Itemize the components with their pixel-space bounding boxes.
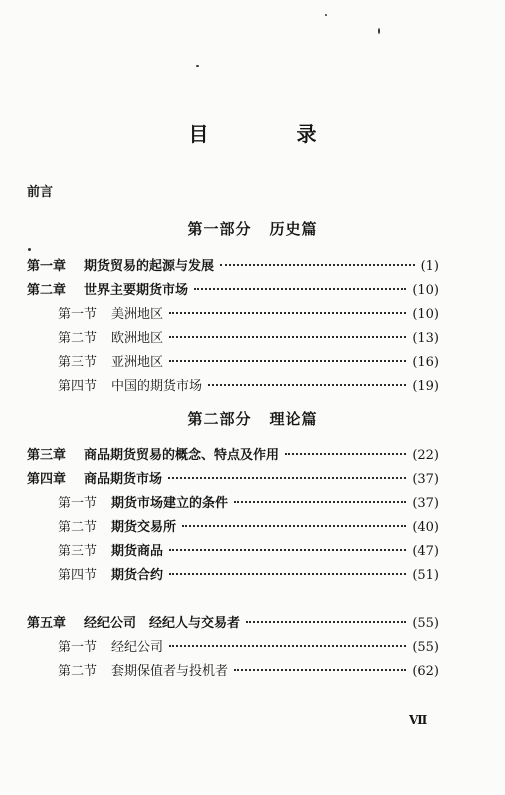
entry-page: (62): [412, 664, 439, 679]
dot-leader: [285, 453, 406, 455]
page-number: Ⅶ: [409, 713, 428, 727]
toc-chapter-entry[interactable]: [27, 279, 439, 299]
entry-title: 经纪公司: [111, 640, 164, 655]
entry-number: 第一章: [27, 259, 67, 274]
entry-title: 中国的期货市场: [111, 379, 203, 394]
dot-leader: [194, 288, 406, 290]
entry-number: 第三章: [27, 448, 67, 463]
toc-section-entry[interactable]: [58, 492, 439, 512]
entry-title: 套期保值者与投机者: [111, 664, 229, 679]
entry-page: (1): [420, 259, 439, 274]
entry-page: (55): [412, 616, 439, 631]
entry-number: 第一节: [58, 496, 98, 511]
dot-leader: [234, 669, 406, 671]
toc-chapter-entry[interactable]: [27, 444, 439, 464]
part-number: 第一部分: [187, 220, 252, 238]
toc-section-entry[interactable]: [58, 351, 439, 371]
scan-speck: [196, 65, 199, 67]
part-heading: [0, 218, 505, 239]
entry-page: (55): [412, 640, 439, 655]
dot-leader: [169, 336, 406, 338]
dot-leader: [169, 360, 406, 362]
entry-title: 期货合约: [111, 568, 164, 583]
dot-leader: [234, 501, 406, 503]
part-name: 历史篇: [269, 220, 318, 238]
toc-section-entry[interactable]: [58, 636, 439, 656]
toc-chapter-entry[interactable]: [27, 255, 439, 275]
scan-speck: [28, 248, 31, 251]
entry-title: 商品期货贸易的概念、特点及作用: [84, 448, 280, 463]
entry-number: 第五章: [27, 616, 67, 631]
dot-leader: [169, 573, 406, 575]
entry-page: (10): [412, 307, 439, 322]
entry-number: 第二章: [27, 283, 67, 298]
entry-title: 亚洲地区: [111, 355, 164, 370]
entry-title: 期货商品: [111, 544, 164, 559]
entry-number: 第二节: [58, 664, 98, 679]
entry-title: 美洲地区: [111, 307, 164, 322]
entry-number: 第三节: [58, 544, 98, 559]
entry-page: (19): [412, 379, 439, 394]
preface-entry[interactable]: 前言: [27, 185, 54, 200]
scan-speck: [378, 28, 380, 34]
dot-leader: [208, 384, 406, 386]
entry-number: 第二节: [58, 520, 98, 535]
part-heading: [0, 408, 505, 429]
dot-leader: [168, 477, 406, 479]
entry-page: (13): [412, 331, 439, 346]
entry-number: 第一节: [58, 307, 98, 322]
toc-section-entry[interactable]: [58, 303, 439, 323]
entry-title: 期货贸易的起源与发展: [84, 259, 215, 274]
entry-page: (47): [412, 544, 439, 559]
entry-title: 世界主要期货市场: [84, 283, 189, 298]
dot-leader: [246, 621, 406, 623]
page-title: 目 录: [188, 122, 351, 146]
toc-section-entry[interactable]: [58, 564, 439, 584]
part-number: 第二部分: [187, 410, 252, 428]
entry-number: 第二节: [58, 331, 98, 346]
entry-number: 第四节: [58, 568, 98, 583]
entry-page: (37): [412, 496, 439, 511]
entry-page: (10): [412, 283, 439, 298]
entry-number: 第四节: [58, 379, 98, 394]
toc-section-entry[interactable]: [58, 540, 439, 560]
dot-leader: [169, 645, 406, 647]
entry-title: 欧洲地区: [111, 331, 164, 346]
toc-chapter-entry[interactable]: [27, 612, 439, 632]
entry-page: (37): [412, 472, 439, 487]
part-name: 理论篇: [269, 410, 318, 428]
entry-page: (51): [412, 568, 439, 583]
toc-section-entry[interactable]: [58, 660, 439, 680]
entry-page: (16): [412, 355, 439, 370]
toc-chapter-entry[interactable]: [27, 468, 439, 488]
entry-title: 经纪公司 经纪人与交易者: [84, 616, 241, 631]
entry-page: (40): [412, 520, 439, 535]
toc-section-entry[interactable]: [58, 375, 439, 395]
toc-section-entry[interactable]: [58, 327, 439, 347]
entry-title: 期货交易所: [111, 520, 177, 535]
entry-number: 第四章: [27, 472, 67, 487]
entry-title: 商品期货市场: [84, 472, 163, 487]
entry-page: (22): [412, 448, 439, 463]
dot-leader: [220, 264, 415, 266]
entry-number: 第一节: [58, 640, 98, 655]
dot-leader: [182, 525, 406, 527]
dot-leader: [169, 312, 406, 314]
entry-number: 第三节: [58, 355, 98, 370]
entry-title: 期货市场建立的条件: [111, 496, 229, 511]
toc-section-entry[interactable]: [58, 516, 439, 536]
dot-leader: [169, 549, 406, 551]
scan-speck: [325, 14, 327, 16]
